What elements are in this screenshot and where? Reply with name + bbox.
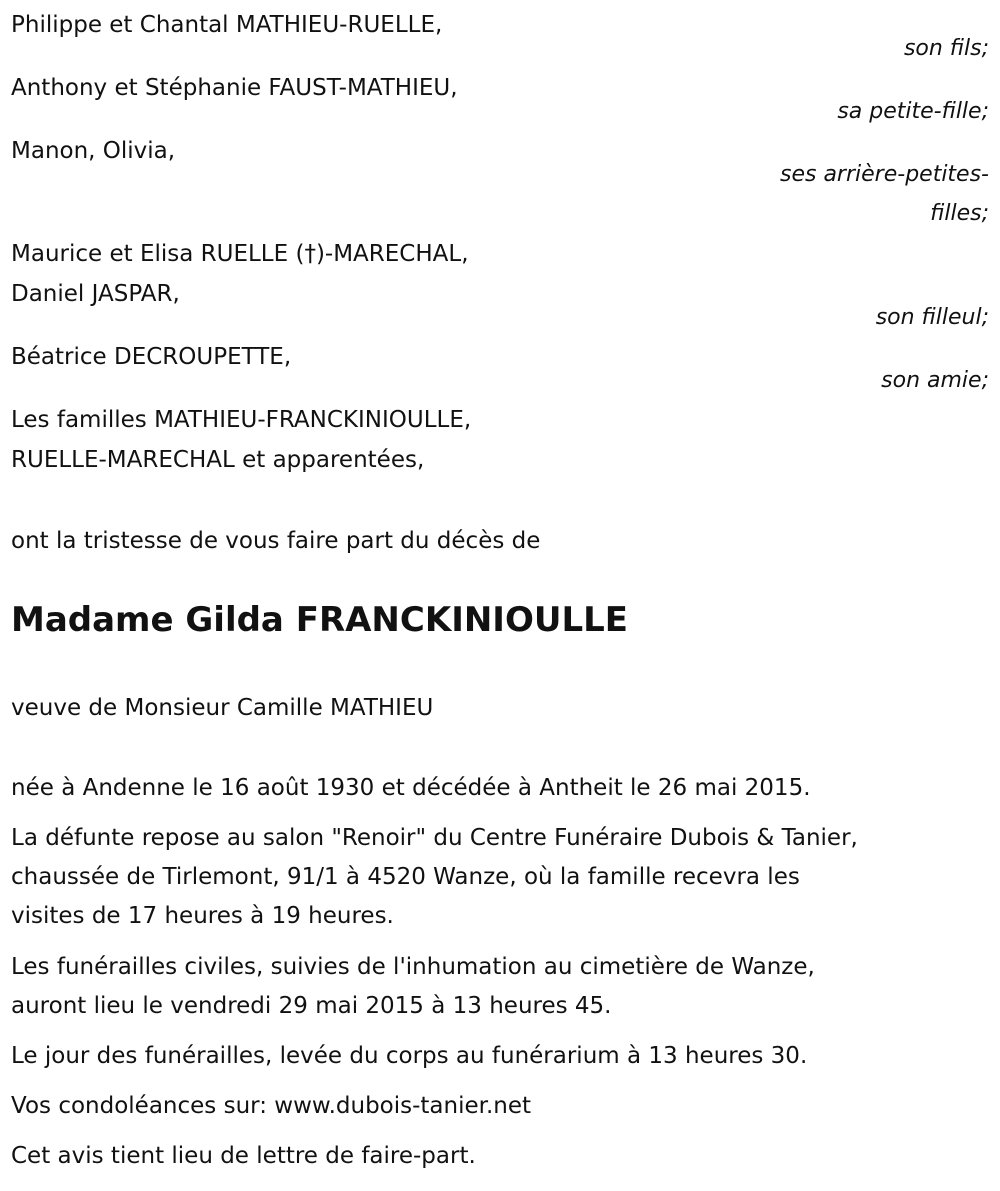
relation-arriere-petites-filles-line2: filles; <box>930 201 989 226</box>
family-member-beatrice: Béatrice DECROUPETTE, <box>11 344 292 370</box>
relation-filleul: son filleul; <box>875 305 989 330</box>
repose-line2: chaussée de Tirlemont, 91/1 à 4520 Wanze, où la famille recevra les <box>11 864 800 890</box>
announcement-text: ont la tristesse de vous faire part du décès de <box>11 528 541 554</box>
birth-death-text: née à Andenne le 16 août 1930 et décédée à Antheit le 26 mai 2015. <box>11 775 811 801</box>
notice-text: Cet avis tient lieu de lettre de faire-part. <box>11 1143 476 1169</box>
relation-amie: son amie; <box>881 368 989 393</box>
families-line1: Les familles MATHIEU-FRANCKINIOULLE, <box>11 407 472 433</box>
relation-arriere-petites-filles-line1: ses arrière-petites- <box>780 162 989 187</box>
repose-line1: La défunte repose au salon "Renoir" du Centre Funéraire Dubois & Tanier, <box>11 825 858 851</box>
family-member-philippe-chantal: Philippe et Chantal MATHIEU-RUELLE, <box>11 12 443 38</box>
repose-line3: visites de 17 heures à 19 heures. <box>11 903 394 929</box>
funeral-line2: auront lieu le vendredi 29 mai 2015 à 13 heures 45. <box>11 993 612 1019</box>
condolences-text: Vos condoléances sur: www.dubois-tanier.net <box>11 1093 532 1119</box>
families-line2: RUELLE-MARECHAL et apparentées, <box>11 447 425 473</box>
funeral-line1: Les funérailles civiles, suivies de l'inhumation au cimetière de Wanze, <box>11 954 815 980</box>
family-member-maurice-elisa: Maurice et Elisa RUELLE (†)-MARECHAL, <box>11 241 469 267</box>
relation-son-fils: son fils; <box>903 36 989 61</box>
relation-petite-fille: sa petite-fille; <box>837 99 989 124</box>
family-member-anthony-stephanie: Anthony et Stéphanie FAUST-MATHIEU, <box>11 75 458 101</box>
deceased-name: Madame Gilda FRANCKINIOULLE <box>11 600 629 640</box>
widow-of-text: veuve de Monsieur Camille MATHIEU <box>11 695 434 721</box>
family-member-manon-olivia: Manon, Olivia, <box>11 138 176 164</box>
levee-text: Le jour des funérailles, levée du corps au funérarium à 13 heures 30. <box>11 1043 808 1069</box>
family-member-daniel-jaspar: Daniel JASPAR, <box>11 281 180 307</box>
